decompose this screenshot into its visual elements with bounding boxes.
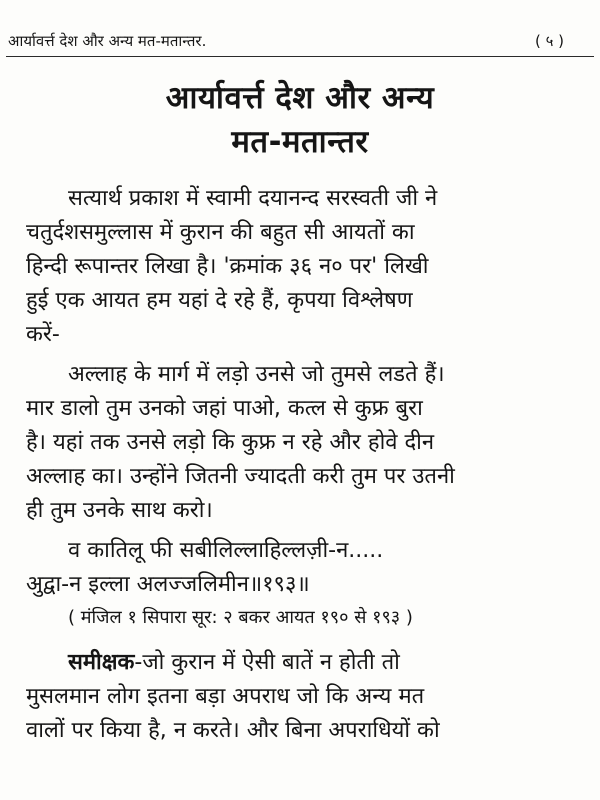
text: ही तुम उनके साथ करो। bbox=[26, 498, 213, 523]
text: सत्यार्थ प्रकाश में स्वामी दयानन्द सरस्वती जी ने bbox=[68, 186, 438, 211]
running-header bbox=[6, 30, 594, 57]
text: है। यहां तक उनसे लड़ो कि कुफ्र न रहे और होवे दीन bbox=[26, 430, 435, 455]
page-number: ( ५ ) bbox=[534, 32, 564, 50]
reviewer-label: समीक्षक bbox=[68, 650, 135, 675]
text: मुसलमान लोग इतना बड़ा अपराध जो कि अन्य मत bbox=[26, 684, 425, 709]
text: चतुर्दशसमुल्लास में कुरान की बहुत सी आयतों का bbox=[26, 220, 415, 245]
text: अल्लाह का। उन्होंने जितनी ज्यादती करी तुम पर उतनी bbox=[26, 464, 455, 489]
text: करें- bbox=[26, 322, 60, 347]
text: अल्लाह के मार्ग में लड़ो उनसे जो तुमसे लडते हैं। bbox=[68, 362, 445, 387]
text: व कातिलू फी सबीलिल्लाहिल्लज़ी-न..... bbox=[68, 538, 384, 563]
text bbox=[68, 648, 400, 678]
chapter-title-line-1: आर्यावर्त्त देश और अन्य bbox=[165, 80, 435, 116]
chapter-title-line-2: मत-मतान्तर bbox=[231, 124, 369, 160]
text: अुद्वा-न इल्ला अलज्जलिमीन॥१९३॥ bbox=[26, 572, 310, 597]
text: हुई एक आयत हम यहां दे रहे हैं, कृपया विश्लेषण bbox=[26, 288, 413, 313]
text: हिन्दी रूपान्तर लिखा है। 'क्रमांक ३६ न० पर' लिखी bbox=[26, 254, 429, 279]
text: मार डालो तुम उनको जहां पाओ, कत्ल से कुफ्र बुरा bbox=[26, 396, 423, 421]
text: वालों पर किया है, न करते। और बिना अपराधियों को bbox=[26, 718, 440, 743]
para3-text: -जो कुरान में ऐसी बातें न होती तो bbox=[134, 650, 400, 675]
running-title: आर्यावर्त्त देश और अन्य मत-मतान्तर. bbox=[8, 32, 207, 50]
verse-reference: ( मंजिल १ सिपारा सूर: २ बकर आयत १९० से १९३ ) bbox=[68, 607, 413, 628]
